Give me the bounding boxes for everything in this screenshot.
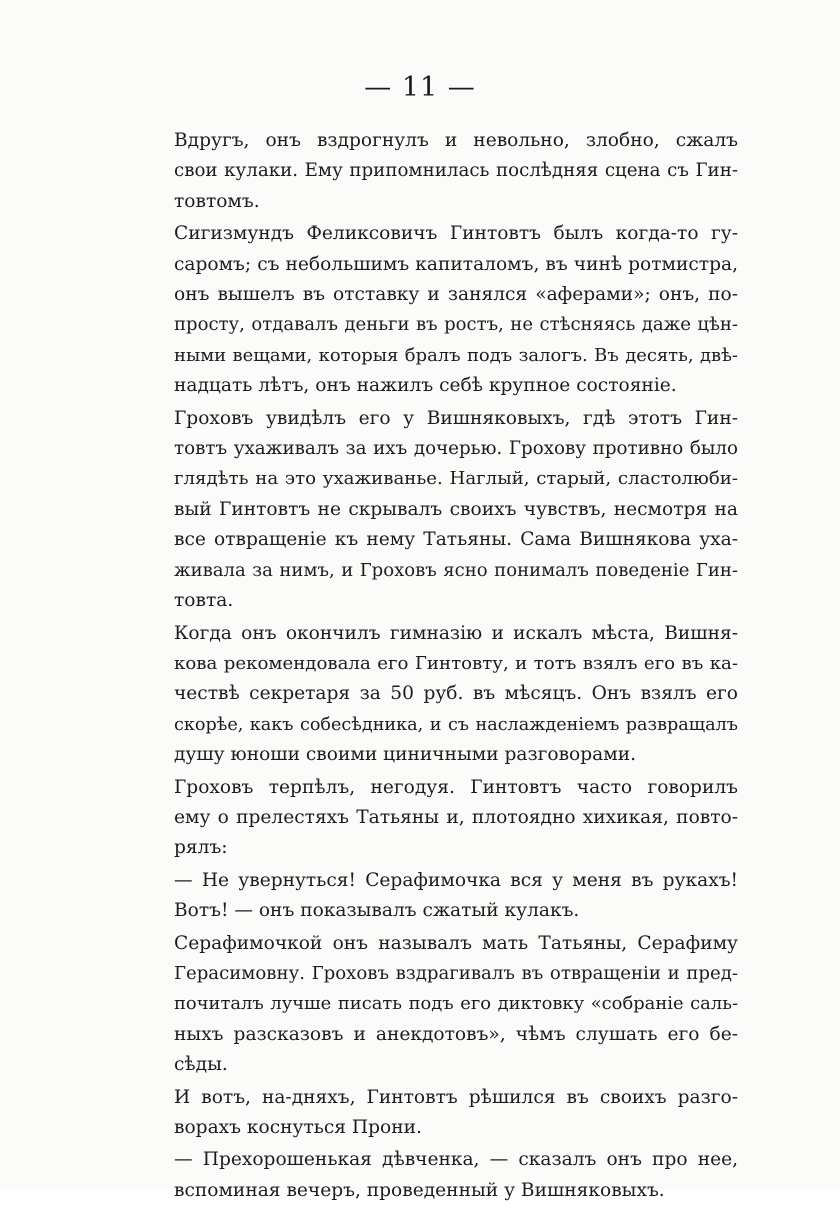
text-line: рялъ:: [174, 837, 228, 859]
text-line: онъ вышелъ въ отставку и занялся «аферами»; онъ, по-: [174, 284, 738, 306]
paragraph: [174, 404, 738, 617]
text-line: глядѣть на это ухаживанье. Наглый, старый, сластолюби-: [174, 468, 738, 490]
text-line: Вотъ! — онъ показывалъ сжатый кулакъ.: [174, 900, 580, 922]
text-line: скорѣе, какъ собесѣдника, и съ наслажденіемъ развращалъ: [174, 714, 738, 735]
text-line: Сигизмундъ Феликсовичъ Гинтовтъ былъ когда-то гу-: [174, 223, 738, 245]
paragraph: [174, 929, 738, 1081]
paragraph: [174, 866, 738, 927]
page-number: — 11 —: [364, 72, 476, 103]
text-line: свои кулаки. Ему припомнилась послѣдняя сцена съ Гин-: [174, 160, 738, 182]
text-line: ными вещами, которыя бралъ подъ залогъ. Въ десять, двѣ-: [174, 344, 738, 366]
text-line: надцать лѣтъ, онъ нажилъ себѣ крупное состояніе.: [174, 375, 677, 397]
text-line: товтомъ.: [174, 190, 260, 212]
text-line: кова рекомендовала его Гинтовту, и тотъ взялъ его въ ка-: [174, 652, 738, 674]
text-line: душу юноши своими циничными разговорами.: [174, 744, 636, 766]
text-line: товта.: [174, 590, 234, 612]
paragraph: [174, 126, 738, 217]
text-line: вспоминая вечеръ, проведенный у Вишняковыхъ.: [174, 1179, 665, 1201]
text-line: чествѣ секретаря за 50 руб. въ мѣсяцъ. Онъ взялъ его: [174, 683, 738, 705]
text-line: Гроховъ увидѣлъ его у Вишняковыхъ, гдѣ этотъ Гин-: [174, 407, 738, 429]
text-line: живала за нимъ, и Гроховъ ясно понималъ поведеніе Гин-: [174, 559, 738, 581]
text-line: Когда онъ окончилъ гимназію и искалъ мѣста, Вишня-: [174, 622, 738, 644]
paragraph: [174, 219, 738, 401]
body-text: [174, 126, 738, 1208]
text-line: — Прехорошенькая дѣвченка, — сказалъ онъ про нее,: [174, 1149, 738, 1171]
paragraph: [174, 773, 738, 864]
text-line: ворахъ коснуться Прони.: [174, 1117, 422, 1138]
text-line: — Не увернуться! Серафимочка вся у меня въ рукахъ!: [174, 869, 738, 891]
text-line: ему о прелестяхъ Татьяны и, плотоядно хихикая, повто-: [174, 806, 738, 828]
text-line: просту, отдавалъ деньги въ ростъ, не стѣсняясь даже цѣн-: [174, 314, 738, 336]
text-line: Гроховъ терпѣлъ, негодуя. Гинтовтъ часто говорилъ: [174, 776, 738, 798]
text-line: товтъ ухаживалъ за ихъ дочерью. Грохову противно было: [174, 438, 738, 460]
text-line: Вдругъ, онъ вздрогнулъ и невольно, злобно, сжалъ: [174, 130, 738, 151]
text-line: почиталъ лучше писать подъ его диктовку «собраніе саль-: [174, 993, 738, 1015]
text-line: ныхъ разсказовъ и анекдотовъ», чѣмъ слушать его бе-: [174, 1023, 738, 1045]
text-line: вый Гинтовтъ не скрывалъ своихъ чувствъ, несмотря на: [174, 498, 738, 520]
text-line: Серафимочкой онъ называлъ мать Татьяны, Серафиму: [174, 932, 738, 954]
text-line: все отвращеніе къ нему Татьяны. Сама Вишнякова уха-: [174, 529, 738, 551]
text-line: И вотъ, на-дняхъ, Гинтовтъ рѣшился въ своихъ разго-: [174, 1086, 738, 1108]
paragraph: [174, 1145, 738, 1206]
text-line: Герасимовну. Гроховъ вздрагивалъ въ отвращеніи и пред-: [174, 962, 738, 984]
text-line: сѣды.: [174, 1054, 228, 1076]
text-line: саромъ; съ небольшимъ капиталомъ, въ чинѣ ротмистра,: [174, 253, 738, 275]
paragraph: [174, 619, 738, 771]
paragraph: [174, 1083, 738, 1144]
